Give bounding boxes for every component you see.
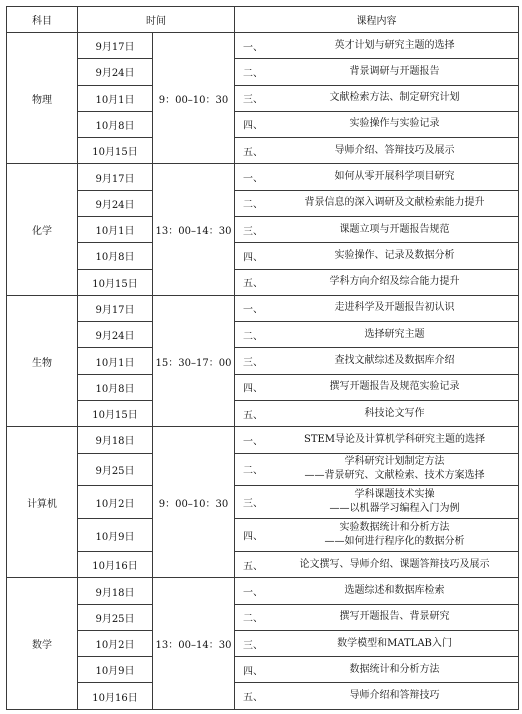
- lesson-title: 选择研究主题: [364, 328, 425, 340]
- lesson-number: 二、: [243, 68, 263, 80]
- header-time: 时间: [78, 7, 235, 33]
- subject-cell: 数学: [7, 578, 78, 710]
- date-cell: 9月24日: [78, 59, 153, 85]
- lesson-subtitle: ——以机器学习编程入门为例: [329, 503, 460, 515]
- course-content-cell: [235, 348, 519, 374]
- table-row: [7, 111, 519, 137]
- date-cell: 10月1日: [78, 216, 153, 242]
- lesson-number: 一、: [243, 304, 263, 316]
- date-cell: 10月16日: [78, 552, 153, 578]
- table-row: [7, 295, 519, 321]
- lesson-title: 查找文献综述及数据库介绍: [334, 355, 455, 367]
- course-content-cell: [235, 427, 519, 453]
- subject-cell: 生物: [7, 295, 78, 426]
- course-content-cell: [235, 683, 519, 710]
- course-content-cell: [235, 578, 519, 604]
- lesson-number: 三、: [243, 226, 263, 238]
- table-row: [7, 453, 519, 486]
- table-row: [7, 400, 519, 426]
- table-row: [7, 486, 519, 519]
- date-cell: 9月17日: [78, 33, 153, 59]
- lesson-title: 数据统计和分析方法: [349, 663, 440, 675]
- course-content-cell: [235, 138, 519, 164]
- lesson-title: 导师介绍、答辩技巧及展示: [334, 144, 455, 156]
- time-cell: 15：30–17：00: [153, 295, 235, 426]
- date-cell: 9月25日: [78, 604, 153, 630]
- table-row: [7, 552, 519, 578]
- time-cell: 9：00–10：30: [153, 427, 235, 578]
- table-row: [7, 578, 519, 604]
- course-content-cell: [235, 630, 519, 656]
- course-content-cell: [235, 322, 519, 348]
- time-cell: 13：00–14：30: [153, 164, 235, 295]
- date-cell: 10月9日: [78, 519, 153, 552]
- lesson-title: 撰写开题报告及规范实验记录: [329, 381, 460, 393]
- lesson-title: 论文撰写、导师介绍、课题答辩技巧及展示: [299, 558, 490, 570]
- lesson-title: 实验操作、记录及数据分析: [334, 249, 455, 261]
- lesson-title: 文献检索方法、制定研究计划: [329, 92, 460, 104]
- lesson-number: 五、: [243, 278, 263, 290]
- course-content-cell: [235, 453, 519, 486]
- date-cell: 10月16日: [78, 683, 153, 710]
- course-content-cell: [235, 519, 519, 552]
- course-content-cell: [235, 657, 519, 683]
- lesson-title: 撰写开题报告、背景研究: [339, 611, 450, 623]
- time-cell: 9：00–10：30: [153, 33, 235, 164]
- lesson-title-block: [235, 488, 518, 516]
- table-row: [7, 59, 519, 85]
- table-row: [7, 138, 519, 164]
- lesson-title: 实验数据统计和分析方法: [339, 522, 450, 534]
- table-row: [7, 216, 519, 242]
- lesson-number: 一、: [243, 587, 263, 599]
- lesson-number: 三、: [243, 640, 263, 652]
- date-cell: 10月8日: [78, 243, 153, 269]
- course-schedule-table: [6, 6, 519, 710]
- table-row: [7, 243, 519, 269]
- header-subject: 科目: [7, 7, 78, 33]
- course-content-cell: [235, 552, 519, 578]
- course-content-cell: [235, 604, 519, 630]
- lesson-number: 五、: [243, 561, 263, 573]
- lesson-title: 背景信息的深入调研及文献检索能力提升: [304, 197, 485, 209]
- schedule-body: [7, 33, 519, 710]
- date-cell: 9月24日: [78, 190, 153, 216]
- date-cell: 10月15日: [78, 400, 153, 426]
- lesson-number: 四、: [243, 531, 263, 543]
- subject-cell: 化学: [7, 164, 78, 295]
- table-row: [7, 657, 519, 683]
- date-cell: 9月18日: [78, 578, 153, 604]
- date-cell: 10月1日: [78, 85, 153, 111]
- course-content-cell: [235, 111, 519, 137]
- date-cell: 9月25日: [78, 453, 153, 486]
- lesson-title: 走进科学及开题报告初认识: [334, 302, 455, 314]
- lesson-title: 学科研究计划制定方法: [344, 456, 445, 468]
- lesson-number: 四、: [243, 383, 263, 395]
- lesson-number: 四、: [243, 120, 263, 132]
- course-content-cell: [235, 85, 519, 111]
- lesson-number: 四、: [243, 252, 263, 264]
- lesson-title: STEM导论及计算机学科研究主题的选择: [303, 433, 486, 445]
- course-content-cell: [235, 216, 519, 242]
- lesson-title-block: [235, 521, 518, 549]
- subject-cell: 物理: [7, 33, 78, 164]
- table-row: [7, 33, 519, 59]
- table-row: [7, 427, 519, 453]
- course-content-cell: [235, 295, 519, 321]
- table-row: [7, 604, 519, 630]
- date-cell: 10月2日: [78, 486, 153, 519]
- lesson-title: 背景调研与开题报告: [349, 65, 440, 77]
- table-row: [7, 85, 519, 111]
- table-row: [7, 683, 519, 710]
- date-cell: 10月8日: [78, 374, 153, 400]
- lesson-subtitle: ——背景研究、文献检索、技术方案选择: [304, 470, 485, 482]
- time-cell: 13：00–14：30: [153, 578, 235, 710]
- lesson-number: 一、: [243, 436, 263, 448]
- lesson-number: 三、: [243, 357, 263, 369]
- date-cell: 10月9日: [78, 657, 153, 683]
- date-cell: 9月17日: [78, 295, 153, 321]
- lesson-number: 三、: [243, 94, 263, 106]
- lesson-title: 学科课题技术实操: [354, 489, 435, 501]
- lesson-title: 英才计划与研究主题的选择: [334, 39, 455, 51]
- lesson-number: 四、: [243, 666, 263, 678]
- table-row: [7, 374, 519, 400]
- course-content-cell: [235, 33, 519, 59]
- subject-cell: 计算机: [7, 427, 78, 578]
- course-content-cell: [235, 486, 519, 519]
- date-cell: 10月8日: [78, 111, 153, 137]
- lesson-title-block: [235, 455, 518, 483]
- date-cell: 10月15日: [78, 138, 153, 164]
- course-content-cell: [235, 400, 519, 426]
- lesson-number: 一、: [243, 42, 263, 54]
- date-cell: 9月24日: [78, 322, 153, 348]
- header-content: 课程内容: [235, 7, 519, 33]
- lesson-title: 科技论文写作: [364, 407, 425, 419]
- lesson-number: 二、: [243, 465, 263, 477]
- course-content-cell: [235, 164, 519, 190]
- table-row: [7, 519, 519, 552]
- table-row: [7, 164, 519, 190]
- course-content-cell: [235, 243, 519, 269]
- table-row: [7, 322, 519, 348]
- lesson-title: 学科方向介绍及综合能力提升: [329, 276, 460, 288]
- table-row: [7, 630, 519, 656]
- lesson-title: 实验操作与实验记录: [349, 118, 440, 130]
- lesson-title: 课题立项与开题报告规范: [339, 223, 450, 235]
- course-content-cell: [235, 190, 519, 216]
- lesson-number: 五、: [243, 410, 263, 422]
- date-cell: 9月17日: [78, 164, 153, 190]
- lesson-subtitle: ——如何进行程序化的数据分析: [324, 536, 465, 548]
- lesson-title: 导师介绍和答辩技巧: [349, 690, 440, 702]
- lesson-number: 二、: [243, 613, 263, 625]
- course-content-cell: [235, 374, 519, 400]
- course-content-cell: [235, 269, 519, 295]
- table-row: [7, 348, 519, 374]
- course-content-cell: [235, 59, 519, 85]
- lesson-title: 如何从零开展科学项目研究: [334, 171, 455, 183]
- lesson-number: 二、: [243, 199, 263, 211]
- table-row: [7, 190, 519, 216]
- lesson-number: 五、: [243, 147, 263, 159]
- table-row: [7, 269, 519, 295]
- date-cell: 9月18日: [78, 427, 153, 453]
- lesson-number: 二、: [243, 331, 263, 343]
- lesson-title: 选题综述和数据库检索: [344, 585, 445, 596]
- lesson-title: 数学模型和MATLAB入门: [337, 637, 452, 649]
- lesson-number: 三、: [243, 498, 263, 510]
- date-cell: 10月15日: [78, 269, 153, 295]
- lesson-number: 五、: [243, 692, 263, 704]
- date-cell: 10月2日: [78, 630, 153, 656]
- date-cell: 10月1日: [78, 348, 153, 374]
- lesson-number: 一、: [243, 173, 263, 185]
